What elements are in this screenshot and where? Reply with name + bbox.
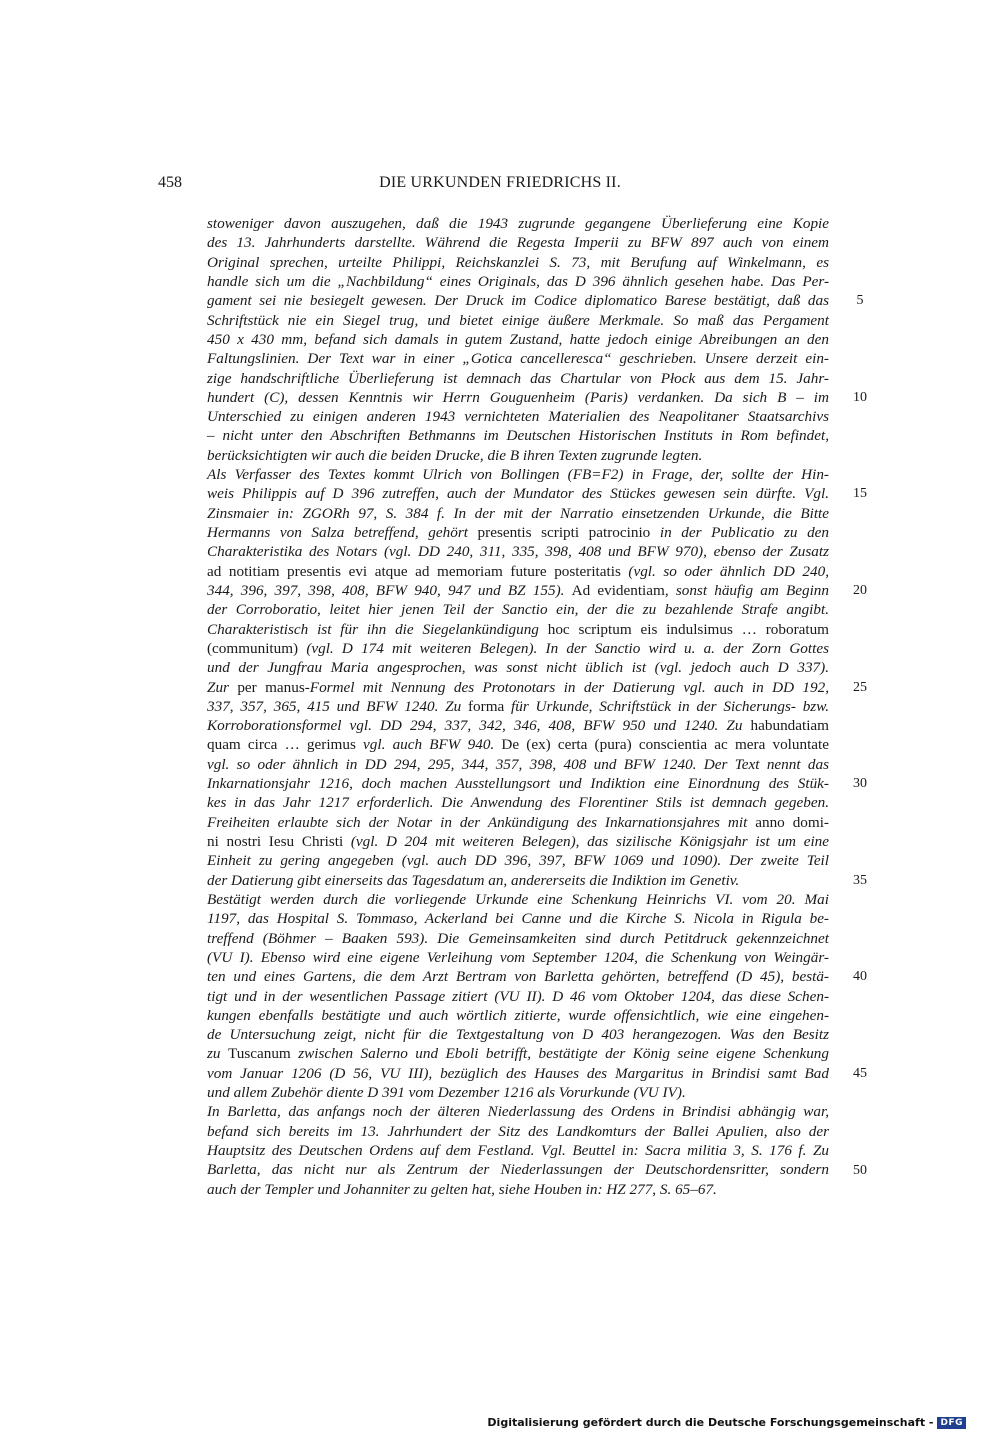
italic-text: und der Jungfrau Maria angesprochen, was sonst nicht üblich ist (vgl. jedoch auch D 337). <box>207 659 829 677</box>
italic-text: Schriftstück nie ein Siegel trug, und bietet einige äußere Merkmale. So maß das Pergament <box>207 311 829 329</box>
italic-text: hundert (C), dessen Kenntnis wir Herrn Gouguenheim (Paris) verdanken. Da sich B – im <box>207 388 829 406</box>
text-line <box>207 330 829 349</box>
roman-text: anno domi- <box>755 813 829 831</box>
text-line <box>207 678 829 697</box>
text-line <box>207 233 829 252</box>
text-line <box>207 813 829 832</box>
footer-text: Digitalisierung gefördert durch die Deutsche Forschungsgemeinschaft - <box>487 1416 934 1429</box>
italic-text: befand sich bereits im 13. Jahrhundert der Sitz des Landkomturs der Ballei Apulien, also der <box>207 1122 829 1140</box>
italic-text: (vgl. so oder ähnlich DD 240, <box>620 562 830 580</box>
italic-text: auch der Templer und Johanniter zu gelten hat, siehe Houben in: HZ 277, S. 65–67. <box>207 1180 717 1198</box>
italic-text: In Barletta, das anfangs noch der älteren Niederlassung des Ordens in Brindisi abhängig war, <box>207 1103 829 1121</box>
text-line <box>207 832 829 851</box>
roman-text: ni nostri Iesu Christi <box>207 833 344 850</box>
roman-text: presentis scripti patrocinio <box>477 524 651 541</box>
text-line <box>207 407 829 426</box>
italic-text: treffend (Böhmer – Baaken 593). Die Gemeinsamkeiten sind durch Petitdruck gekennzeichnet <box>207 929 829 947</box>
roman-text: hoc scriptum eis indulsimus … roboratum <box>547 620 829 638</box>
text-line <box>207 967 829 986</box>
italic-text: Korroborationsformel vgl. DD 294, 337, 342, 346, 408, BFW 950 und 1240. Zu <box>207 717 751 735</box>
italic-text: – nicht unter den Abschriften Bethmanns im Deutschen Historischen Instituts in Rom befindet, <box>207 427 829 445</box>
italic-text: Charakteristika des Notars (vgl. DD 240, 311, 335, 398, 408 und BFW 970), ebenso der Zusatz <box>207 543 829 561</box>
italic-text: 337, 357, 365, 415 und BFW 1240. Zu <box>207 697 468 715</box>
italic-text: zu <box>207 1045 228 1063</box>
italic-text: zwischen Salerno und Eboli betrifft, bestätigte der König seine eigene Schenkung <box>290 1045 829 1063</box>
text-line <box>207 987 829 1006</box>
roman-text: habundatiam <box>750 717 829 735</box>
text-line <box>207 1141 829 1160</box>
text-line <box>207 793 829 812</box>
roman-text: Tuscanum <box>228 1045 291 1063</box>
text-line <box>207 909 829 928</box>
roman-text: ad notitiam presentis evi atque ad memoriam future posteritatis <box>207 562 621 580</box>
text-line <box>207 1083 829 1102</box>
text-line <box>207 311 829 330</box>
text-line <box>207 890 829 909</box>
italic-text: de Untersuchung zeigt, nicht für die Textgestaltung von D 403 herangezogen. Was den Besitz <box>207 1026 829 1044</box>
roman-text: De (ex) certa (pura) conscientia ac mera voluntate <box>501 736 829 754</box>
italic-text: in der Publicatio zu den <box>650 524 829 541</box>
line-number: 50 <box>853 1162 867 1178</box>
text-line <box>207 581 829 600</box>
italic-text: Einheit zu gering angegeben (vgl. auch DD 396, 397, BFW 1069 und 1090). Der zweite Teil <box>207 852 829 870</box>
italic-text: Barletta, das nicht nur als Zentrum der Niederlassungen der Deutschordensritter, sondern <box>207 1161 829 1179</box>
italic-text: Hermanns von Salza betreffend, gehört <box>207 524 478 541</box>
text-line <box>207 349 829 368</box>
text-line <box>207 253 829 272</box>
text-line <box>207 1102 829 1121</box>
italic-text: Unterschied zu einigen anderen 1943 vernichteten Materialien des Neapolitaner Staatsarchivs <box>207 408 829 426</box>
text-line <box>207 600 829 619</box>
text-line <box>207 369 829 388</box>
text-line <box>207 639 829 658</box>
running-title: DIE URKUNDEN FRIEDRICHS II. <box>379 174 621 191</box>
italic-text: berücksichtigten wir auch die beiden Drucke, die B ihren Texten zugrunde legten. <box>207 446 703 464</box>
text-line <box>207 1025 829 1044</box>
roman-text: Ad evidentiam, <box>571 581 669 599</box>
italic-text: Zinsmaier in: ZGORh 97, S. 384 f. In der mit der Narratio einsetzenden Urkunde, die Bitte <box>207 504 829 522</box>
italic-text: vgl. auch BFW 940. <box>355 736 502 754</box>
text-line <box>207 1044 829 1063</box>
text-line <box>207 446 829 465</box>
italic-text: Freiheiten erlaubte sich der Notar in der Ankündigung des Inkarnationsjahres mit <box>207 813 756 831</box>
text-line <box>207 948 829 967</box>
body-text <box>207 214 829 1199</box>
italic-text: Bestätigt werden durch die vorliegende Urkunde eine Schenkung Heinrichs VI. vom 20. Mai <box>207 890 829 908</box>
italic-text: weis Philippis auf D 396 zutreffen, auch der Mundator des Stückes gewesen sein dürfte. Vgl. <box>207 485 829 503</box>
italic-text: zige handschriftliche Überlieferung ist demnach das Chartular von Płock aus dem 15. Jahr- <box>207 369 829 387</box>
italic-text: tigt und in der wesentlichen Passage zitiert (VU II). D 46 vom Oktober 1204, das diese Schen- <box>207 987 829 1005</box>
text-line <box>207 658 829 677</box>
text-line <box>207 1122 829 1141</box>
line-number: 35 <box>853 872 867 888</box>
roman-text: (communitum) <box>207 639 299 657</box>
italic-text: kes in das Jahr 1217 erforderlich. Die Anwendung des Florentiner Stils ist demnach gegeben. <box>207 794 829 812</box>
text-line <box>207 851 829 870</box>
italic-text: Hauptsitz des Deutschen Ordens auf dem Festland. Vgl. Beuttel in: Sacra militia 3, S. 176 f. Zu <box>207 1142 829 1159</box>
text-line <box>207 426 829 445</box>
text-line <box>207 504 829 523</box>
text-line <box>207 465 829 484</box>
text-line <box>207 1064 829 1083</box>
italic-text: Original sprechen, urteilte Philippi, Reichskanzlei S. 73, mit Berufung auf Winkelmann, es <box>207 253 829 271</box>
text-line <box>207 214 829 233</box>
italic-text: der Corroboratio, leitet hier jenen Teil der Sanctio ein, der die zu bezahlende Strafe angibt. <box>207 601 829 619</box>
text-line <box>207 774 829 793</box>
line-number: 10 <box>853 389 867 405</box>
line-number: 20 <box>853 583 867 599</box>
text-line <box>207 697 829 716</box>
italic-text: 344, 396, 397, 398, 408, BFW 940, 947 und BZ 155). <box>207 581 572 599</box>
text-line <box>207 871 829 890</box>
text-line <box>207 620 829 639</box>
italic-text: Charakteristisch ist für ihn die Siegelankündigung <box>207 620 548 638</box>
roman-text: per manus <box>237 678 305 696</box>
text-line <box>207 291 829 310</box>
text-line <box>207 484 829 503</box>
italic-text: ten und eines Gartens, die dem Arzt Bertram von Barletta gehörten, betreffend (D 45), bestä- <box>207 968 829 986</box>
text-line <box>207 388 829 407</box>
italic-text: für Urkunde, Schriftstück in der Sicherungs- bzw. <box>504 697 830 715</box>
text-line <box>207 542 829 561</box>
italic-text: Faltungslinien. Der Text war in einer „Gotica cancelleresca“ geschrieben. Unsere derzeit ein- <box>207 350 829 368</box>
italic-text: Als Verfasser des Textes kommt Ulrich von Bollingen (FB=F2) in Frage, der, sollte der Hin- <box>207 466 829 484</box>
italic-text: der Datierung gibt einerseits das Tagesdatum an, andererseits die Indiktion im Genetiv. <box>207 871 740 889</box>
italic-text: -Formel mit Nennung des Protonotars in der Datierung vgl. auch in DD 192, <box>304 678 829 696</box>
italic-text: Inkarnationsjahr 1216, doch machen Ausstellungsort und Indiktion eine Einordnung des Stük- <box>207 775 829 793</box>
line-number: 45 <box>853 1066 867 1082</box>
italic-text: 1197, das Hospital S. Tommaso, Ackerland bei Canne und die Kirche S. Nicola in Rigula be- <box>207 910 829 928</box>
italic-text: vom Januar 1206 (D 56, VU III), bezüglich des Hauses des Margaritus in Brindisi samt Bad <box>207 1064 829 1082</box>
text-line <box>207 1160 829 1179</box>
italic-text: Zur <box>207 678 238 696</box>
text-line <box>207 755 829 774</box>
page-number: 458 <box>158 174 182 191</box>
line-number: 40 <box>853 969 867 985</box>
roman-text: forma <box>467 697 505 715</box>
italic-text: gament sei nie besiegelt gewesen. Der Druck im Codice diplomatico Barese bestätigt, daß das <box>207 292 829 310</box>
italic-text: (VU I). Ebenso wird eine eigene Verleihung vom September 1204, die Schenkung von Weingär- <box>207 948 829 966</box>
roman-text: quam circa … gerimus <box>207 736 356 754</box>
text-line <box>207 716 829 735</box>
italic-text: und allem Zubehör diente D 391 vom Dezember 1216 als Vorurkunde (VU IV). <box>207 1084 686 1102</box>
italic-text: sonst häufig am Beginn <box>668 581 829 599</box>
line-number: 15 <box>853 486 867 502</box>
italic-text: kungen ebenfalls bestätigte und auch wörtlich zitierte, wurde offensichtlich, wie eine eingehen- <box>207 1006 829 1024</box>
italic-text: stoweniger davon auszugehen, daß die 1943 zugrunde gegangene Überlieferung eine Kopie <box>207 215 829 232</box>
text-line <box>207 562 829 581</box>
footer <box>487 1416 966 1429</box>
text-line <box>207 272 829 291</box>
italic-text: 450 x 430 mm, befand sich damals in gutem Zustand, hatte jedoch einige Abreibungen an den <box>207 330 829 348</box>
line-number: 25 <box>853 679 867 695</box>
text-line <box>207 1006 829 1025</box>
text-line <box>207 1180 829 1199</box>
text-line <box>207 929 829 948</box>
italic-text: vgl. so oder ähnlich in DD 294, 295, 344, 357, 398, 408 und BFW 1240. Der Text nennt das <box>207 755 829 773</box>
italic-text: des 13. Jahrhunderts darstellte. Während die Regesta Imperii zu BFW 897 auch von einem <box>207 234 829 252</box>
line-number: 30 <box>853 776 867 792</box>
italic-text: handle sich um die „Nachbildung“ eines Originals, das D 396 ähnlich gesehen habe. Das Per- <box>207 272 829 290</box>
italic-text: (vgl. D 204 mit weiteren Belegen), das sizilische Königsjahr ist um eine <box>343 833 830 850</box>
text-line <box>207 523 829 542</box>
text-line <box>207 735 829 754</box>
italic-text: (vgl. D 174 mit weiteren Belegen). In der Sanctio wird u. a. der Zorn Gottes <box>298 639 829 657</box>
line-number: 5 <box>856 293 864 309</box>
dfg-logo: DFG <box>937 1417 966 1429</box>
